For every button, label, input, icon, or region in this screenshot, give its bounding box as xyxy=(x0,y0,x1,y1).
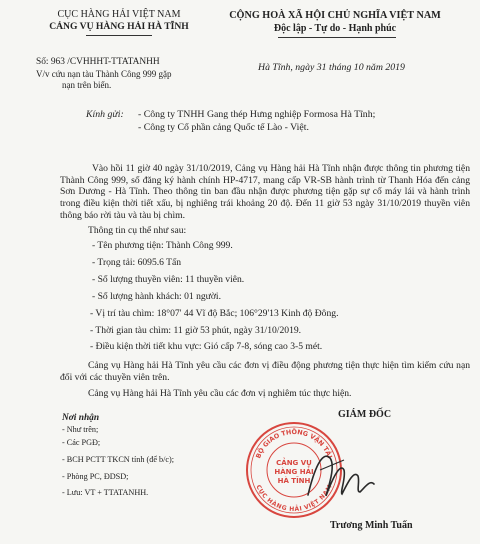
body-paragraph-1: Vào hồi 11 giờ 40 ngày 31/10/2019, Cảng vụ Hàng hải Hà Tĩnh nhận được thông tin phương tiện Thành Công 999, số đăng ký hành chính HP-4717, mang cấp VR-SB hành trình từ Thanh Hóa đến cảng Sơn Dương - Hà Tĩnh. Theo thông tin ban đầu nhận được phương tiện gặp sự cố máy lái và hành trình trong điều kiện thời tiết xấu, bị nghiêng trái khoảng 20 độ. Đến 11 giờ 53 ngày 31/10/2019 thuyền viên thông báo rời tàu và tàu bị chìm. xyxy=(60,163,470,221)
handwritten-signature-icon xyxy=(300,440,380,510)
footer-recipients-title: Nơi nhận xyxy=(62,413,100,423)
footer-recipient-line: - Như trên; xyxy=(62,425,99,434)
footer-recipient-line: - Phòng PC, ĐDSD; xyxy=(62,472,129,481)
stamp-mid-text-2: HÀNG HẢI xyxy=(274,468,314,476)
signature-title: GIÁM ĐỐC xyxy=(338,409,392,420)
document-date: Hà Tĩnh, ngày 31 tháng 10 năm 2019 xyxy=(258,62,405,73)
signatory-name: Trương Minh Tuấn xyxy=(330,520,413,531)
detail-item: - Vị trí tàu chìm: 18°07' 44 Vĩ độ Bắc; 106°29'13 Kinh độ Đông. xyxy=(90,308,339,319)
body-paragraph-3: Cảng vụ Hàng hải Hà Tĩnh yêu cầu các đơn vị nghiêm túc thực hiện. xyxy=(88,388,352,399)
recipient-2: - Công ty Cổ phần cảng Quốc tế Lào - Việt. xyxy=(138,122,309,133)
detail-item: - Trọng tải: 6095.6 Tấn xyxy=(92,257,182,268)
body-paragraph-2: Cảng vụ Hàng hải Hà Tĩnh yêu cầu các đơn vị điều động phương tiện thực hiện tìm kiếm cứu nạn đối với các thuyền viên trên. xyxy=(60,360,470,383)
header-right-underline xyxy=(278,37,396,38)
agency-name: CỤC HÀNG HẢI VIỆT NAM xyxy=(57,9,181,20)
recipients-label: Kính gửi: xyxy=(86,109,124,120)
detail-item: - Tên phương tiện: Thành Công 999. xyxy=(92,240,233,251)
unit-name: CẢNG VỤ HÀNG HẢI HÀ TĨNH xyxy=(49,21,189,32)
motto: Độc lập - Tự do - Hạnh phúc xyxy=(273,23,397,34)
detail-item: - Điều kiện thời tiết khu vực: Gió cấp 7-8, sóng cao 3-5 mét. xyxy=(90,341,323,352)
detail-item: - Số lượng thuyền viên: 11 thuyền viên. xyxy=(92,274,245,285)
document-number: Số: 963 /CVHHHT-TTATANHH xyxy=(36,57,160,67)
country-name: CỘNG HOÀ XÃ HỘI CHỦ NGHĨA VIỆT NAM xyxy=(229,10,441,21)
details-intro: Thông tin cụ thể như sau: xyxy=(88,225,187,236)
header-left-underline xyxy=(86,35,152,36)
detail-item: - Thời gian tàu chìm: 11 giờ 53 phút, ngày 31/10/2019. xyxy=(90,325,302,336)
footer-recipient-line: - Lưu: VT + TTATANHH. xyxy=(62,488,149,497)
recipient-1: - Công ty TNHH Gang thép Hưng nghiệp Formosa Hà Tĩnh; xyxy=(138,109,376,120)
stamp-mid-text-1: CẢNG VỤ xyxy=(276,459,312,467)
stamp-top-text: BỘ GIAO THÔNG VẬN TẢI xyxy=(254,427,334,460)
detail-item: - Số lượng hành khách: 01 người. xyxy=(92,291,221,302)
stamp-bottom-text: CỤC HÀNG HẢI VIỆT NAM xyxy=(254,483,334,514)
stamp-mid-text-3: HÀ TĨNH xyxy=(277,477,311,485)
footer-recipient-line: - BCH PCTT TKCN tỉnh (để b/c); xyxy=(62,455,175,464)
footer-recipient-line: - Các PGĐ; xyxy=(62,438,101,447)
subject-line-2: nạn trên biển. xyxy=(62,80,112,90)
subject-line-1: V/v cứu nạn tàu Thành Công 999 gặp xyxy=(36,69,172,79)
